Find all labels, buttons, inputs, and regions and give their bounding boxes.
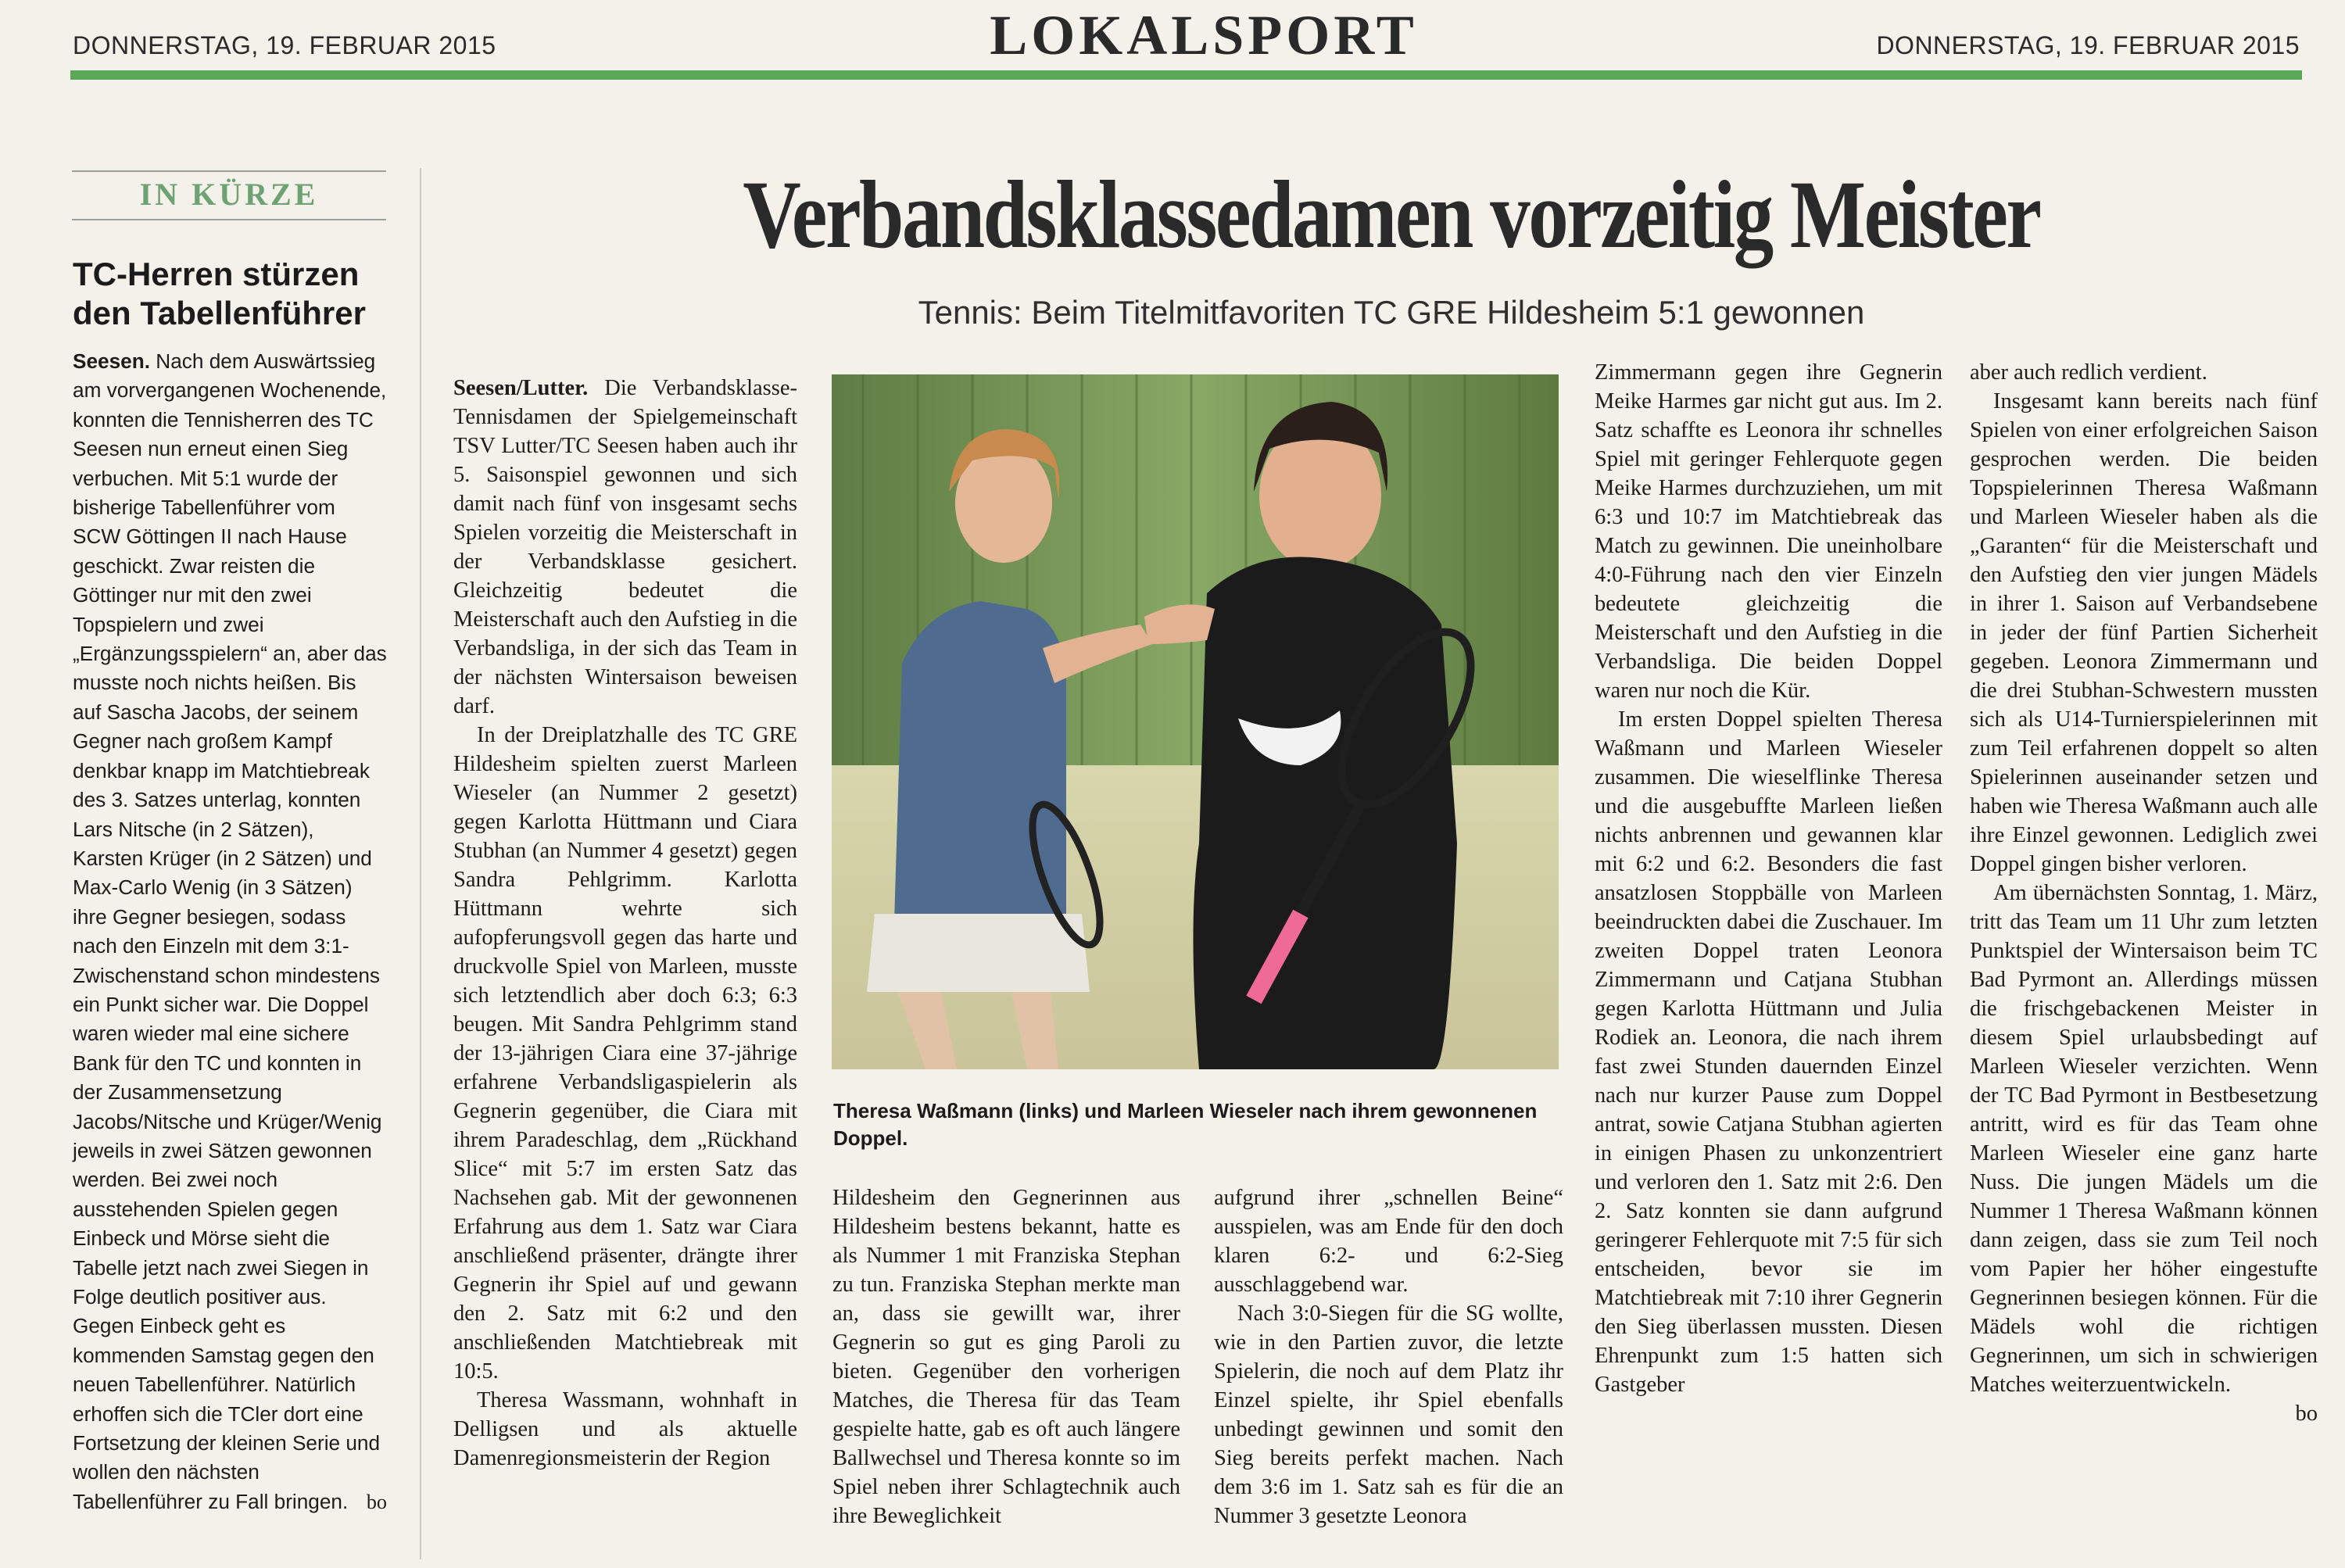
paragraph: Im ersten Doppel spielten Theresa Waßmann und Marleen Wieseler zusammen. Die wieselflinke Theresa und die ausgebuffte Marleen ließen nichts anbrennen und gewannen klar mit 6:2 und 6:2. Besonders die fast ansatzlosen Stoppbälle von Marleen beeindruckten dabei die Zuschauer. Im zweiten Doppel traten Leonora Zimmermann und Catjana Stubhan gegen Karlotta Hüttmann und Julia Rodiek an. Leonora, die nach ihrem fast zwei Stunden dauernden Einzel nach nur kurzer Pause zum Doppel antrat, sowie Catjana Stubhan agierten in einigen Phasen zu unkonzentriert und verloren den 1. Satz mit 2:6. Den 2. Satz konnten sie dann aufgrund geringerer Fehlerquote mit 7:5 für sich entscheiden, bevor sie im Matchtiebreak mit 7:10 ihrer Gegnerin den Sieg überlassen mussten. Diesen Ehrenpunkt zum 1:5 hatten sich Gastgeber	[1595, 707, 1942, 1397]
article-photo	[832, 374, 1559, 1069]
article-column-4	[1595, 358, 1942, 1559]
paragraph: In der Dreiplatzhalle des TC GRE Hildesheim spielten zuerst Marleen Wieseler (an Nummer 2 gesetzt) gegen Karlotta Hüttmann und Ciara Stubhan (an Nummer 4 gesetzt) gegen Sandra Pehlgrimm. Karlotta Hüttmann wehrte sich aufopferungsvoll gegen das harte und druckvolle Spiel von Marleen, musste sich letztendlich aber doch 6:3; 6:3 beugen. Mit Sandra Pehlgrimm stand der 13-jährigen Ciara eine 37-jährige erfahrene Verbandsligaspielerin als Gegnerin gegenüber, die Ciara mit ihrem Paradeschlag, dem „Rückhand Slice“ mit 5:7 im ersten Satz das Nachsehen gab. Mit der gewonnenen Erfahrung aus dem 1. Satz war Ciara anschließend präsenter, drängte ihrer Gegnerin ihr Spiel auf und gewann den 2. Satz mit 6:2 und den anschließenden Matchtiebreak mit 10:5.	[453, 723, 797, 1384]
photo-caption: Theresa Waßmann (links) und Marleen Wieseler nach ihrem gewonnenen Doppel.	[833, 1099, 1538, 1150]
tennis-players-photo	[832, 374, 1559, 1069]
sidebar-lead: Seesen.	[73, 349, 150, 373]
article-lead: Seesen/Lutter.	[453, 376, 589, 400]
article-column-5	[1970, 358, 2318, 1559]
sidebar-text	[73, 347, 387, 1516]
section-title: LOKALSPORT	[990, 4, 1418, 66]
sidebar-headline: TC-Herren stürzen den Tabellenführer	[73, 256, 366, 331]
sidebar-label: IN KÜRZE	[139, 177, 319, 212]
sidebar-signature: bo	[366, 1490, 387, 1513]
paragraph: Hildesheim den Gegnerinnen aus Hildesheim bestens bekannt, hatte es als Nummer 1 mit Franziska Stephan zu tun. Franziska Stephan merkte man an, dass sie gewillt war, ihrer Gegnerin so gut es ging Paroli zu bieten. Gegenüber den vorherigen Matches, die Theresa für das Team gespielte hatte, gab es oft auch längere Ballwechsel und Theresa konnte so im Spiel neben ihrer Schlagtechnik auch ihre Beweglichkeit	[832, 1186, 1180, 1528]
article-headline: Verbandsklassedamen vorzeitig Meister	[743, 161, 2040, 268]
paragraph: Insgesamt kann bereits nach fünf Spielen von einer erfolgreichen Saison gesprochen werden. Die beiden Topspielerinnen Theresa Waßmann und Marleen Wieseler haben als die „Garanten“ für die Meisterschaft und den Aufstieg den vier jungen Mädels in ihrer 1. Saison auf Verbandsebene in jeder der fünf Partien Sicherheit gegeben. Leonora Zimmermann und die drei Stubhan-Schwestern mussten sich als U14-Turnierspielerinnen mit zum Teil erfahrenen doppelt so alten Spielerinnen auseinander setzen und haben wie Theresa Waßmann auch alle ihre Einzel gewonnen. Lediglich zwei Doppel gingen bisher verloren.	[1970, 389, 2318, 876]
article-column-2	[832, 1183, 1180, 1559]
paragraph: aufgrund ihrer „schnellen Beine“ ausspielen, was am Ende für den doch klaren 6:2- und 6:2-Sieg ausschlaggebend war.	[1214, 1186, 1563, 1297]
article-column-1	[453, 374, 797, 1559]
paragraph: Nach 3:0-Siegen für die SG wollte, wie in den Partien zuvor, die letzte Spielerin, die noch auf dem Platz ihr Einzel spielte, ihr Spiel ebenfalls unbedingt gewinnen und somit den Sieg bereits perfekt machen. Nach dem 3:6 im 1. Satz sah es für die an Nummer 3 gesetzte Leonora	[1214, 1301, 1563, 1528]
paragraph: Am übernächsten Sonntag, 1. März, tritt das Team um 11 Uhr zum letzten Punktspiel der Wintersaison beim TC Bad Pyrmont an. Allerdings müssen die frischgebackenen Meister in diesem Spiel urlaubsbedingt auf Marleen Wieseler verzichten. Wenn der TC Bad Pyrmont in Bestbesetzung antritt, wird es für das Team ohne Marleen Wieseler eine ganz harte Nuss. Die jungen Mädels um die Nummer 1 Theresa Waßmann können dann zeigen, dass sie zum Teil noch vom Papier her höher eingestufte Gegnerinnen besiegen können. Für die Mädels wohl die richtigen Gegnerinnen, um sich in schwierigen Matches weiterzuentwickeln.	[1970, 881, 2318, 1397]
paragraph: Theresa Wassmann, wohnhaft in Delligsen und als aktuelle Damenregionsmeisterin der Region	[453, 1388, 797, 1470]
sidebar-rule-top	[72, 170, 386, 172]
paragraph: aber auch redlich verdient.	[1970, 360, 2207, 385]
sidebar-rule-bottom	[72, 219, 386, 220]
paragraph-text: Die Verbandsklasse-Tennisdamen der Spielgemeinschaft TSV Lutter/TC Seesen haben auch ihr 5. Saisonspiel gewonnen und sich damit nach fünf von insgesamt sechs Spielen vorzeitig die Meisterschaft in der Verbandsklasse gesichert. Gleichzeitig bedeutet die Meisterschaft auch den Aufstieg in die Verbandsliga, in der sich das Team in der nächsten Wintersaison beweisen darf.	[453, 376, 797, 718]
article-column-3	[1214, 1183, 1563, 1559]
header-rule	[70, 70, 2302, 80]
paragraph: Zimmermann gegen ihre Gegnerin Meike Harmes gar nicht gut aus. Im 2. Satz schaffte es Leonora ihr schnelles Spiel mit geringer Fehlerquote gegen Meike Harmes durchzuziehen, um mit 6:3 und 10:7 im Matchtiebreak das Match zu gewinnen. Die uneinholbare 4:0-Führung nach den vier Einzeln bedeutete gleichzeitig die Meisterschaft und den Aufstieg in die Verbandsliga. Die beiden Doppel waren nur noch die Kür.	[1595, 360, 1942, 703]
article-subhead: Tennis: Beim Titelmitfavoriten TC GRE Hildesheim 5:1 gewonnen	[918, 294, 1865, 331]
column-divider	[420, 168, 421, 1559]
sidebar-body: Nach dem Auswärtssieg am vorvergangenen Wochenende, konnten die Tennisherren des TC Seesen nun erneut einen Sieg verbuchen. Mit 5:1 wurde der bisherige Tabellenführer vom SCW Göttingen II nach Hause geschickt. Zwar reisten die Göttinger nur mit den zwei Topspielern und zwei „Ergänzungsspielern“ an, aber das musste noch nichts heißen. Bis auf Sascha Jacobs, der seinem Gegner nach großem Kampf denkbar knapp im Matchtiebreak des 3. Satzes unterlag, konnten Lars Nitsche (in 2 Sätzen), Karsten Krüger (in 2 Sätzen) und Max-Carlo Wenig (in 3 Sätzen) ihre Gegner besiegen, sodass nach den Einzeln mit dem 3:1-Zwischenstand schon mindestens ein Punkt sicher war. Die Doppel waren wieder mal eine sichere Bank für den TC und konnten in der Zusammensetzung Jacobs/Nitsche und Krüger/Wenig jeweils in zwei Sätzen gewonnen werden. Bei zwei noch ausstehenden Spielen gegen Einbeck und Mörse sieht die Tabelle jetzt nach zwei Siegen in Folge deutlich positiver aus. Gegen Einbeck geht es kommenden Samstag gegen den neuen Tabellenführer. Natürlich erhoffen sich die TCler dort eine Fortsetzung der kleinen Serie und wollen den nächsten Tabellenführer zu Fall bringen.	[73, 349, 387, 1513]
article-signature: bo	[2295, 1402, 2318, 1426]
date-right: DONNERSTAG, 19. FEBRUAR 2015	[1876, 31, 2300, 59]
date-left: DONNERSTAG, 19. FEBRUAR 2015	[73, 31, 496, 59]
paragraph	[453, 374, 797, 721]
